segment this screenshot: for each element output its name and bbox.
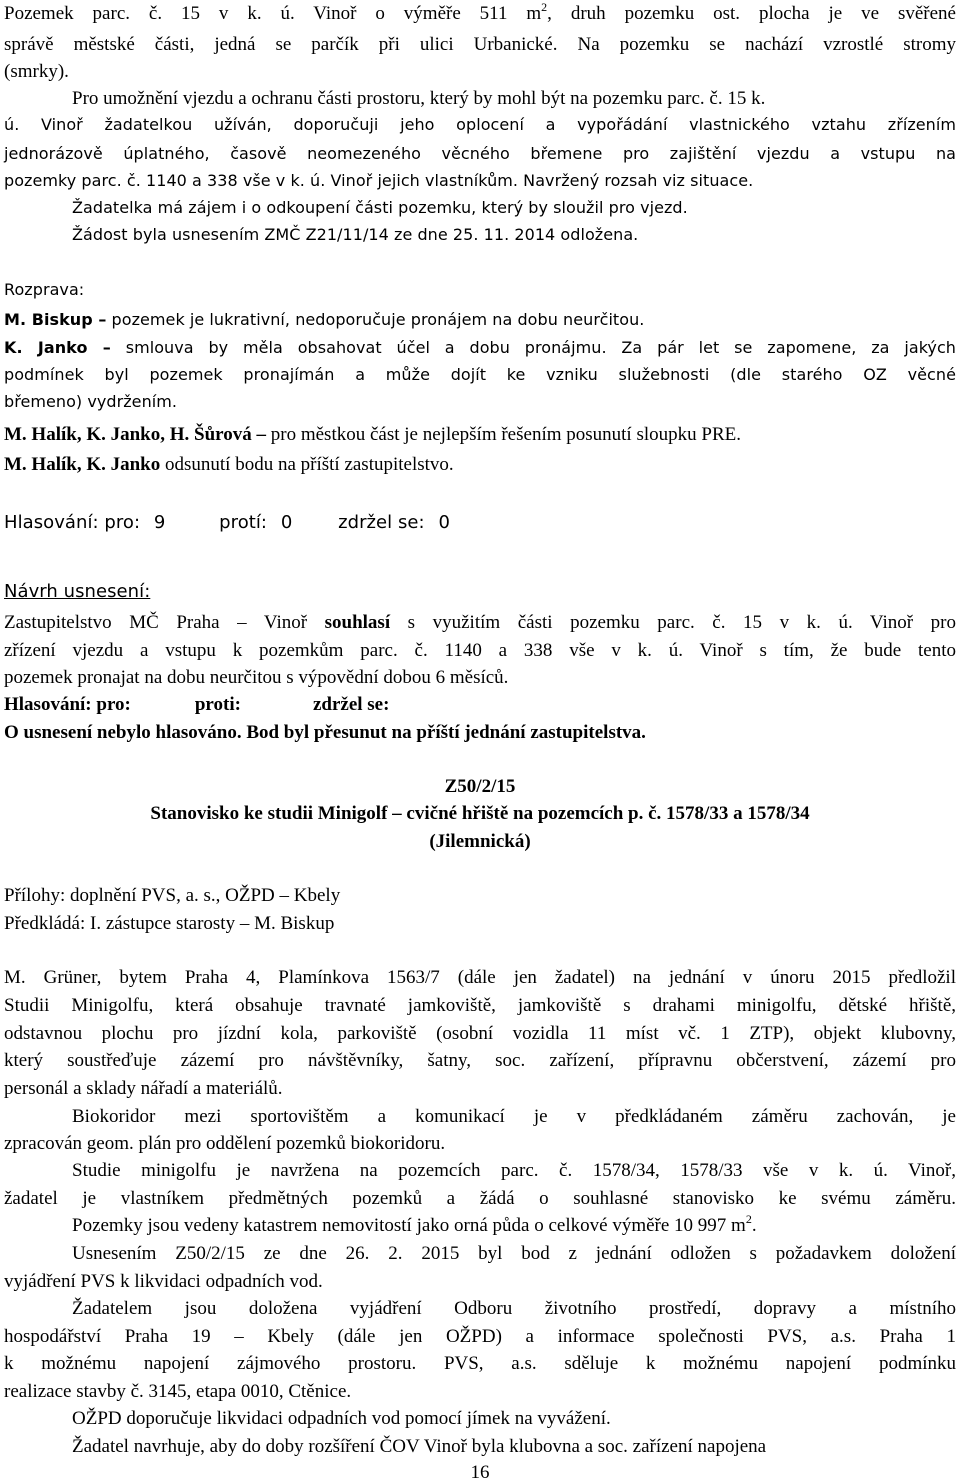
vote-proti-label: protí: xyxy=(219,512,268,533)
vote-pro-value: 9 xyxy=(153,512,166,533)
presenter-line: Předkládá: I. zástupce starosty – M. Biskup xyxy=(4,913,335,934)
vote-proti-value: 0 xyxy=(280,512,293,533)
text-line: který soustřeďuje zázemí pro návštěvníky, šatny, soc. zařízení, přípravnu občerstvení, zázemí pro xyxy=(4,1050,956,1071)
text-line: žadatel je vlastníkem předmětných pozemků a žádá o souhlasné stanovisko ke svému záměru. xyxy=(4,1188,956,1209)
text-line: hospodářství Praha 19 – Kbely (dále jen OŽPD) a informace společnosti PVS, a.s. Praha 1 xyxy=(4,1326,956,1347)
text-line: (smrky). xyxy=(4,61,69,82)
text-line: pozemky parc. č. 1140 a 338 vše v k. ú. Vinoř jejich vlastníkům. Navržený rozsah viz situace. xyxy=(4,171,754,190)
text-line: OŽPD doporučuje likvidaci odpadních vod pomocí jímek na vyvážení. xyxy=(72,1408,611,1429)
text-line: personál a sklady nářadí a materiálů. xyxy=(4,1078,283,1099)
text-line: k možnému napojení zájmového prostoru. PVS, a.s. sděluje k možnému napojení podmínku xyxy=(4,1353,956,1374)
text-line: Žadatelem jsou doložena vyjádření Odboru životního prostředí, dopravy a místního xyxy=(72,1298,956,1319)
proposal-heading: Návrh usnesení: xyxy=(4,581,151,602)
vote-pro-label: Hlasování: pro: xyxy=(4,512,141,533)
text-line: M. Grüner, bytem Praha 4, Plamínkova 1563/7 (dále jen žadatel) na jednání v únoru 2015 předložil xyxy=(4,967,956,988)
discussion-item: M. Biskup – pozemek je lukrativní, nedoporučuje pronájem na dobu neurčitou. xyxy=(4,310,645,329)
discussion-heading: Rozprava: xyxy=(4,280,85,299)
attachments-line: Přílohy: doplnění PVS, a. s., OŽPD – Kbely xyxy=(4,885,341,906)
discussion-item: K. Janko – smlouva by měla obsahovat účel a dobu pronájmu. Za pár let se zapomene, za jakých xyxy=(4,338,956,357)
text-line: realizace stavby č. 3145, etapa 0010, Ctěnice. xyxy=(4,1381,352,1402)
text-line: Pozemky jsou vedeny katastrem nemovitostí jako orná půda o celkové výměře 10 997 $m^2$. xyxy=(72,1211,757,1236)
text-line: Pozemek parc. č. 15 v k. ú. Vinoř o výměře 511 $m^2$, druh pozemku ost. plocha je ve svěřené xyxy=(4,0,956,24)
text-line: ú. Vinoř žadatelkou užíván, doporučuji jeho oplocení a vypořádání vlastnického vztahu zřízením xyxy=(4,115,956,134)
text-line: odstavnou plochu pro jízdní kola, parkoviště (osobní vozidla 11 míst vč. 1 ZTP), objekt klubovny, xyxy=(4,1023,956,1044)
discussion-item: M. Halík, K. Janko, H. Šůrová – pro městkou část je nejlepším řešením posunutí sloupku PRE. xyxy=(4,424,741,445)
vote-result: O usnesení nebylo hlasováno. Bod byl přesunut na příští jednání zastupitelstva. xyxy=(4,722,646,743)
text-line: břemeno) vydržením. xyxy=(4,392,178,411)
text-line: vyjádření PVS k likvidaci odpadních vod. xyxy=(4,1271,323,1292)
item-code: Z50/2/15 xyxy=(444,776,516,797)
text-line: Studii Minigolfu, která obsahuje travnaté jamkoviště, jamkoviště s drahami minigolfu, dětské hřiště, xyxy=(4,995,956,1016)
text-line: Studie minigolfu je navržena na pozemcích parc. č. 1578/34, 1578/33 vše v k. ú. Vinoř, xyxy=(72,1160,956,1181)
discussion-item: M. Halík, K. Janko odsunutí bodu na příští zastupitelstvo. xyxy=(4,454,454,475)
text-line: Zastupitelstvo MČ Praha – Vinoř souhlasí s využitím části pozemku parc. č. 15 v k. ú. Vinoř pro xyxy=(4,612,957,633)
text-line: podmínek byl pozemek pronajímán a může dojít ke vzniku služebnosti (dle starého OZ věcné xyxy=(4,365,956,384)
text-line: Usnesením Z50/2/15 ze dne 26. 2. 2015 byl bod z jednání odložen s požadavkem doložení xyxy=(72,1243,956,1264)
text-line: Žádost byla usnesením ZMČ Z21/11/14 ze dne 25. 11. 2014 odložena. xyxy=(72,225,639,244)
text-line: správě městské části, jedná se parčík při ulici Urbanické. Na pozemku se nachází vzrostlé stromy xyxy=(4,34,956,55)
text-line: Žadatelka má zájem i o odkoupení části pozemku, který by sloužil pro vjezd. xyxy=(72,198,688,217)
vote-zdrzel-label: zdržel se: xyxy=(338,512,425,533)
vote-line xyxy=(4,514,956,532)
text-line: zřízení vjezdu a vstupu k pozemkům parc. č. 1140 a 338 vše v k. ú. Vinoř s tím, že bude tento xyxy=(4,640,956,661)
item-title: (Jilemnická) xyxy=(429,831,531,852)
text-line: jednorázově úplatného, časově neomezeného věcného břemene pro zajištění vjezdu a vstupu na xyxy=(4,144,956,163)
item-title: Stanovisko ke studii Minigolf – cvičné hřiště na pozemcích p. č. 1578/33 a 1578/34 xyxy=(150,803,810,824)
page-number: 16 xyxy=(470,1462,490,1483)
text-line: Pro umožnění vjezdu a ochranu části prostoru, který by mohl být na pozemku parc. č. 15 k. xyxy=(72,88,766,109)
vote-zdrzel-value: 0 xyxy=(438,512,450,533)
vote-line: Hlasování: pro: proti: zdržel se: xyxy=(4,694,390,715)
text-line: pozemek pronajat na dobu neurčitou s výpovědní dobou 6 měsíců. xyxy=(4,667,509,688)
text-line: Biokoridor mezi sportovištěm a komunikací je v předkládaném záměru zachován, je xyxy=(72,1106,956,1127)
text-line: Žadatel navrhuje, aby do doby rozšíření ČOV Vinoř byla klubovna a soc. zařízení napojena xyxy=(72,1436,767,1457)
text-line: zpracován geom. plán pro oddělení pozemků biokoridoru. xyxy=(4,1133,446,1154)
